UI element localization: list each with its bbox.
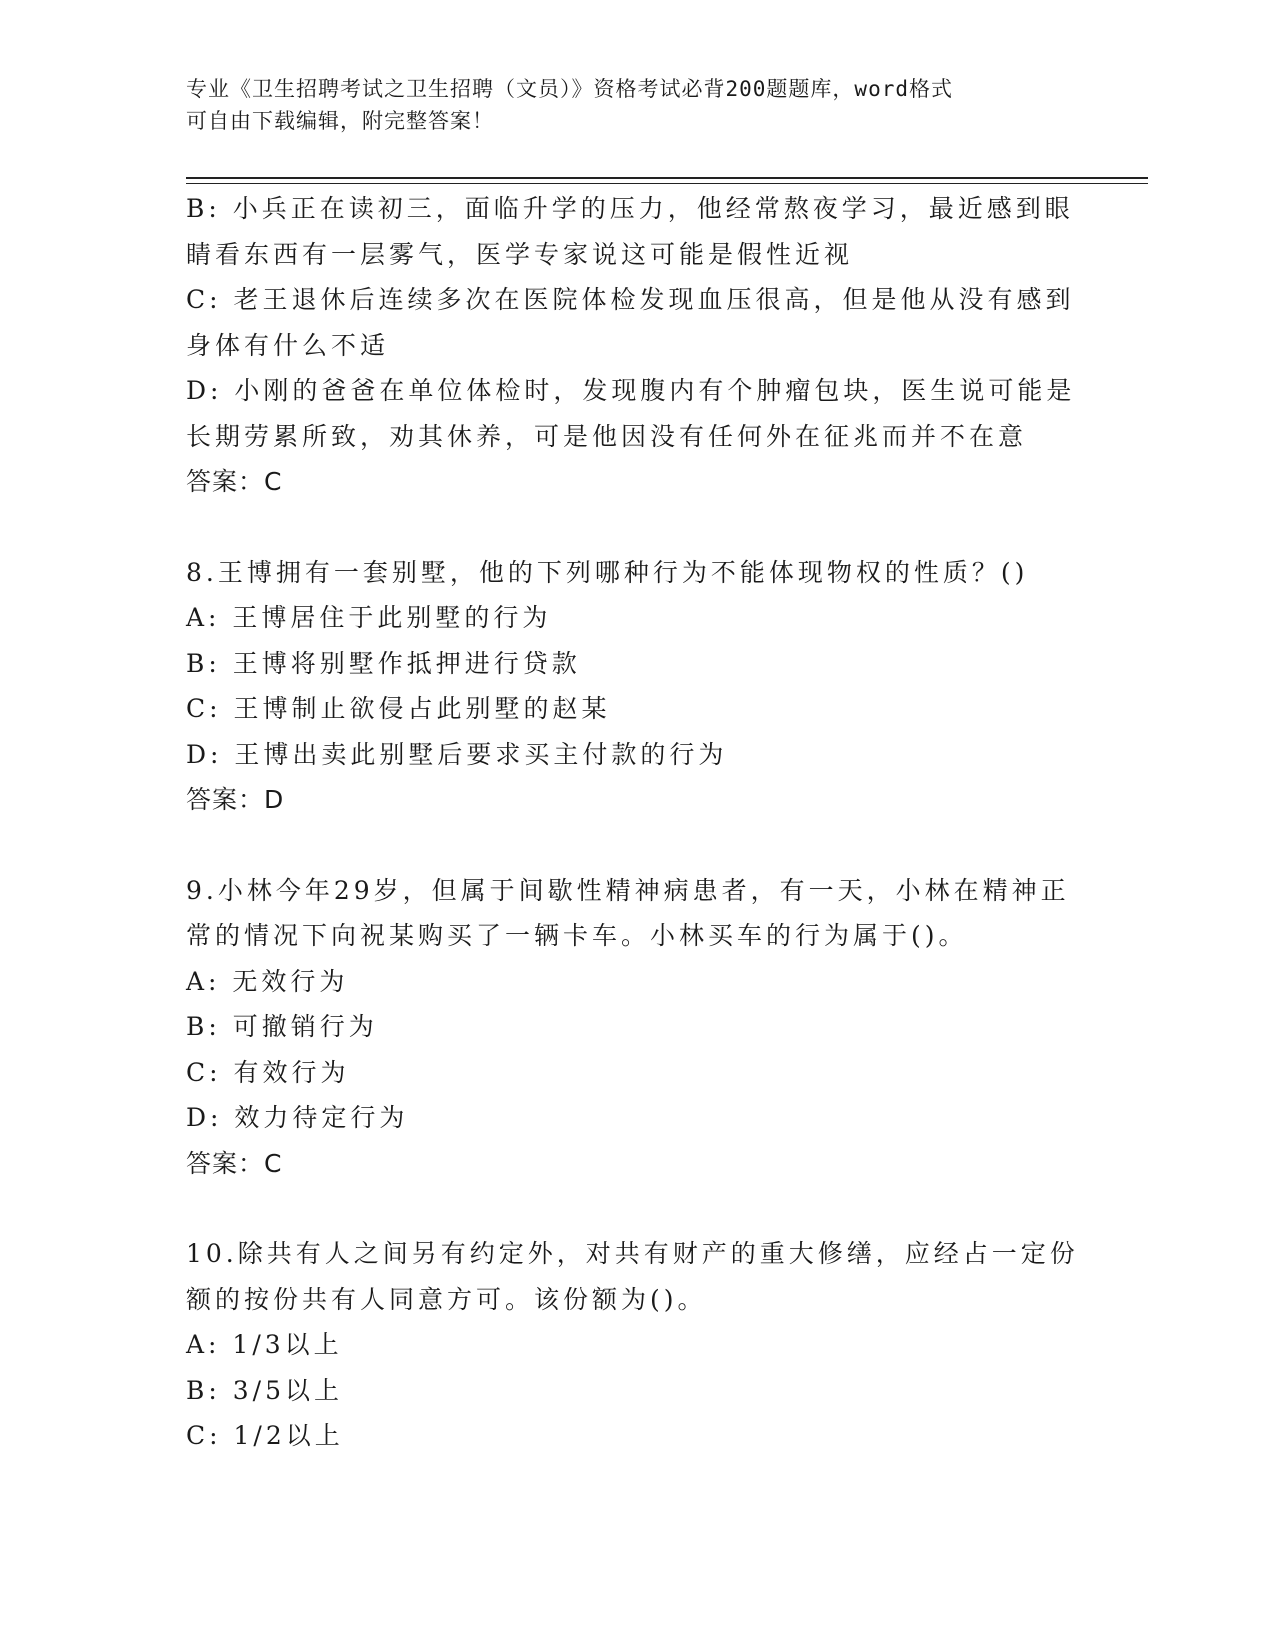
option-c: C: 王博制止欲侵占此别墅的赵某 (186, 694, 611, 723)
question-stem: 8.王博拥有一套别墅，他的下列哪种行为不能体现物权的性质？() (186, 557, 1029, 587)
question-stem-line-1: 9.小林今年29岁，但属于间歇性精神病患者，有一天，小林在精神正 (186, 875, 1070, 905)
question-block-10 (186, 1231, 1079, 1459)
answer-line: 答案：C (186, 467, 283, 496)
answer-line: 答案：C (186, 1148, 283, 1178)
option-c: C: 有效行为 (186, 1057, 350, 1087)
question-block-9 (186, 868, 1076, 1187)
option-b-line-1: B: 小兵正在读初三，面临升学的压力，他经常熬夜学习，最近感到眼 (186, 194, 1074, 223)
header-title-line-1: 专业《卫生招聘考试之卫生招聘（文员）》资格考试必背200题题库，word格式 (186, 77, 953, 101)
option-a: A: 王博居住于此别墅的行为 (186, 603, 552, 632)
option-b-line-2: 睛看东西有一层雾气，医学专家说这可能是假性近视 (186, 239, 854, 269)
question-block-8 (186, 550, 1076, 823)
option-b: B: 3/5以上 (186, 1375, 343, 1405)
option-d: D: 效力待定行为 (186, 1103, 409, 1132)
page-header (186, 73, 1086, 137)
answer-line: 答案：D (186, 785, 285, 814)
header-divider-thin (186, 183, 1148, 184)
question-stem-line-2: 常的情况下向祝某购买了一辆卡车。小林买车的行为属于()。 (186, 921, 968, 950)
option-d-line-2: 长期劳累所致，劝其休养，可是他因没有任何外在征兆而并不在意 (186, 421, 1028, 451)
header-divider (186, 177, 1148, 179)
option-a: A: 无效行为 (186, 966, 349, 996)
option-b: B: 王博将别墅作抵押进行贷款 (186, 648, 581, 678)
question-stem-line-1: 10.除共有人之间另有约定外，对共有财产的重大修缮，应经占一定份 (186, 1239, 1079, 1268)
option-d: D: 王博出卖此别墅后要求买主付款的行为 (186, 739, 728, 769)
option-b: B: 可撤销行为 (186, 1012, 378, 1041)
question-block-7 (186, 186, 1076, 505)
question-stem-line-2: 额的按份共有人同意方可。该份额为()。 (186, 1284, 707, 1314)
option-c-line-1: C: 老王退休后连续多次在医院体检发现血压很高，但是他从没有感到 (186, 285, 1075, 314)
option-a: A: 1/3以上 (186, 1330, 343, 1359)
option-c: C: 1/2以上 (186, 1421, 344, 1450)
header-title-line-2: 可自由下载编辑，附完整答案！ (186, 109, 494, 133)
option-c-line-2: 身体有什么不适 (186, 330, 390, 360)
option-d-line-1: D: 小刚的爸爸在单位体检时，发现腹内有个肿瘤包块，医生说可能是 (186, 376, 1076, 405)
question-content (186, 186, 1079, 1459)
